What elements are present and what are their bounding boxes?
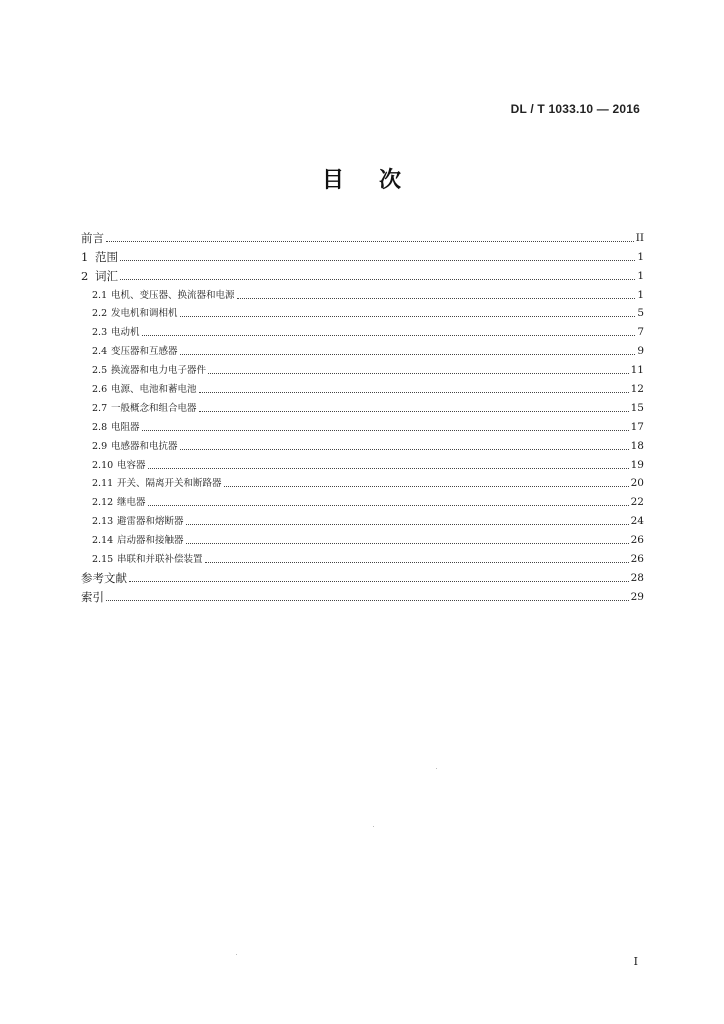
toc-entry[interactable] [81,245,644,264]
toc-entry-number: 2.12 [92,497,114,509]
toc-entry-number: 2.13 [92,516,114,528]
toc-entry-page: 17 [630,420,644,433]
toc-entry-label: 电阻器 [111,421,140,433]
toc-entry-number: 1 [81,249,89,264]
toc-entry-label: 电源、电池和蓄电池 [111,384,197,396]
toc-entry[interactable] [81,415,644,434]
toc-entry-page: 1 [637,288,644,301]
toc-dot-leader [199,391,629,393]
toc-entry-number: 2.8 [92,421,108,433]
toc-entry[interactable] [81,264,644,283]
toc-dot-leader [180,353,636,355]
toc-title-char-2: 次 [379,167,403,193]
toc-entry-page: 20 [630,477,644,490]
toc-entry-page: 15 [630,401,644,414]
toc-entry-page: 28 [630,571,644,584]
toc-dot-leader [224,485,629,487]
toc-entry-label: 前言 [81,230,104,245]
toc-dot-leader [148,467,629,469]
toc-dot-leader [205,561,629,563]
toc-entry[interactable] [81,396,644,415]
toc-dot-leader [106,599,629,601]
toc-entry-number: 2.14 [92,535,114,547]
toc-entry-number: 2.5 [92,365,108,377]
toc-entry-label: 电机、变压器、换流器和电源 [111,289,235,301]
toc-entry-label: 参考文献 [81,570,127,585]
toc-title-char-1: 目 [321,167,345,193]
toc-entry-label: 索引 [81,589,104,604]
toc-entry-number: 2.10 [92,459,114,471]
toc-entry[interactable] [81,377,644,396]
toc-entry-label: 电感器和电抗器 [111,440,178,452]
toc-dot-leader [129,580,629,582]
toc-entry[interactable] [81,453,644,472]
toc-dot-leader [148,504,629,506]
scan-speck [436,768,437,769]
toc-entry-number: 2.3 [92,327,108,339]
toc-entry[interactable] [81,283,644,302]
toc-entry-label: 范围 [95,249,118,264]
toc-entry-label: 换流器和电力电子器件 [111,365,207,377]
toc-dot-leader [142,429,629,431]
toc-entry-page: 29 [630,590,644,603]
toc-entry-page: II [635,231,644,244]
document-code: DL / T 1033.10 — 2016 [510,102,640,116]
page-number: I [633,955,638,968]
toc-entry-page: 9 [637,345,644,358]
toc-entry[interactable] [81,547,644,566]
toc-entry-number: 2.6 [92,384,108,396]
toc-entry[interactable] [81,566,644,585]
toc-dot-leader [199,410,629,412]
toc-dot-leader [120,259,635,261]
toc-entry-page: 5 [637,307,644,320]
toc-title [0,163,724,194]
toc-entry-page: 18 [630,439,644,452]
toc-entry-label: 电动机 [111,327,140,339]
toc-dot-leader [106,240,634,242]
toc-entry-number: 2.7 [92,402,108,414]
toc-entry-page: 26 [630,553,644,566]
toc-dot-leader [142,334,636,336]
toc-entry-number: 2.15 [92,554,114,566]
toc-entry-number: 2.1 [92,289,108,301]
toc-entry-label: 开关、隔离开关和断路器 [117,478,222,490]
toc-entry-page: 1 [637,250,644,263]
toc-dot-leader [237,297,636,299]
toc-dot-leader [180,448,629,450]
toc-entry-number: 2.11 [92,478,114,490]
toc-dot-leader [186,542,629,544]
toc-entry-number: 2.9 [92,440,108,452]
toc-entry-number: 2 [81,268,89,283]
toc-entry[interactable] [81,528,644,547]
toc-entry-page: 22 [630,496,644,509]
scan-speck [236,954,237,955]
toc-entry-page: 24 [630,515,644,528]
toc-entry[interactable] [81,434,644,453]
toc-entry-number: 2.2 [92,308,108,320]
toc-entry-page: 12 [630,383,644,396]
toc-entry[interactable] [81,226,644,245]
toc-entry[interactable] [81,302,644,321]
scan-speck [373,826,374,827]
toc-dot-leader [208,372,629,374]
toc-entry-label: 一般概念和组合电器 [111,402,197,414]
toc-entry[interactable] [81,509,644,528]
toc-entry-label: 串联和并联补偿装置 [117,554,203,566]
toc-entry-page: 26 [630,534,644,547]
toc-entry[interactable] [81,358,644,377]
toc-entry-label: 启动器和接触器 [117,535,184,547]
toc-entry-label: 发电机和调相机 [111,308,178,320]
toc-entry-number: 2.4 [92,346,108,358]
toc-entry-label: 继电器 [117,497,146,509]
toc-entry-label: 避雷器和熔断器 [117,516,184,528]
toc-dot-leader [120,278,635,280]
toc-entry-page: 1 [637,269,644,282]
toc-entry[interactable] [81,320,644,339]
toc-entry-label: 词汇 [95,268,118,283]
toc-entry[interactable] [81,490,644,509]
toc-entry[interactable] [81,585,644,604]
toc-entry-label: 变压器和互感器 [111,346,178,358]
toc-entry[interactable] [81,339,644,358]
toc-entry-label: 电容器 [117,459,146,471]
toc-entry-page: 11 [630,364,644,377]
toc-entry-page: 7 [637,326,644,339]
toc-dot-leader [186,523,629,525]
toc-entry[interactable] [81,472,644,491]
toc-list [81,226,644,604]
toc-dot-leader [180,315,636,317]
toc-entry-page: 19 [630,458,644,471]
